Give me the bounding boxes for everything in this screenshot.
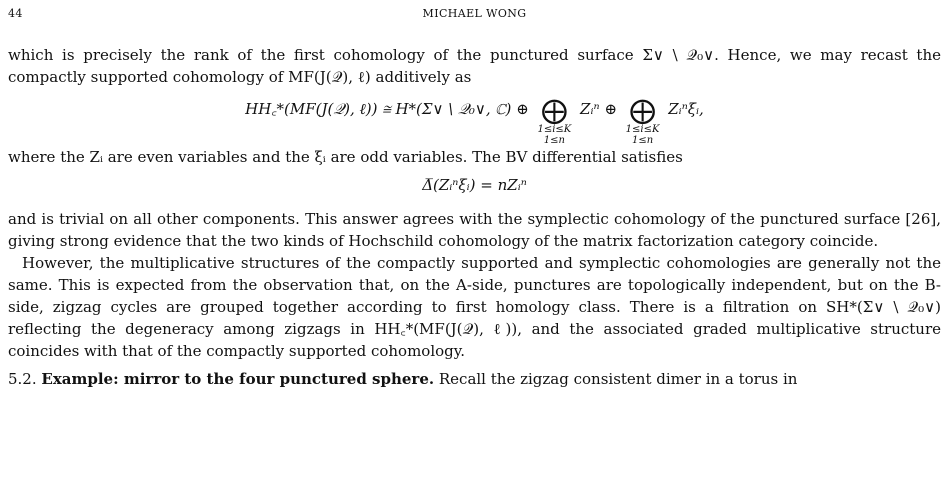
paragraph-4: However, the multiplicative structures of the compactly supported and symplectic cohomologies are generally not the same. This is expected from the observation that, on the A-side, punctures are topologically independent, but on the B-side, zigzag cycles are grouped together according to first homology class. There is a filtration on SH*(Σ∨ \ 𝒬₀∨) reflecting the degeneracy among zigzags in HH꜀*(MF(J(𝒬), ℓ)), and the associated graded multiplicative structure coincides with that of the compactly supported cohomology. — [8, 254, 941, 360]
section-text: Recall the zigzag consistent dimer in a torus in — [438, 370, 798, 388]
paragraph-3: and is trivial on all other components. This answer agrees with the symplectic cohomology of the punctured surface [26], giving strong evidence that the two kinds of Hochschild cohomology of the matrix factorization category coincide. — [8, 210, 941, 250]
direct-sum-operator-1 — [537, 98, 571, 146]
direct-sum-subscript-top: 1≤i≤K — [537, 124, 572, 135]
page-number: 44 — [8, 7, 23, 20]
paragraph-2: where the Zᵢ are even variables and the ξᵢ are odd variables. The BV differential satisfies — [8, 148, 683, 166]
direct-sum-operator-2 — [626, 98, 660, 146]
section-5-2 — [8, 368, 941, 390]
running-head — [8, 7, 941, 23]
body-text — [8, 44, 941, 390]
equation-lhs: HH꜀*(MF(J(𝒬), ℓ)) ≅ H*(Σ∨ \ 𝒬₀∨, ℂ) ⊕ — [245, 100, 529, 118]
equation-bv-differential: Δ̅(Zᵢⁿξᵢ) = nZᵢⁿ — [422, 176, 527, 194]
running-head-author: MICHAEL WONG — [422, 7, 527, 20]
direct-sum-subscript-bottom: 1≤n — [543, 135, 565, 146]
direct-sum-subscript-bottom: 1≤n — [631, 135, 654, 146]
paragraph-1: which is precisely the rank of the first cohomology of the punctured surface Σ∨ \ 𝒬₀∨. Hence, we may recast the compactly supported cohomology of MF(J(𝒬), ℓ) additively as — [8, 46, 941, 86]
equation-cohomology-decomposition — [8, 98, 941, 146]
direct-sum-symbol: ⨁ — [541, 96, 568, 126]
section-number: 5.2. — [8, 370, 37, 388]
section-title: Example: mirror to the four punctured sphere. — [41, 370, 435, 388]
equation-term-zxi: Zᵢⁿξᵢ, — [668, 100, 704, 118]
equation-term-z: Zᵢⁿ ⊕ — [580, 100, 617, 118]
direct-sum-symbol: ⨁ — [629, 96, 656, 126]
direct-sum-subscript-top: 1≤i≤K — [625, 124, 660, 135]
